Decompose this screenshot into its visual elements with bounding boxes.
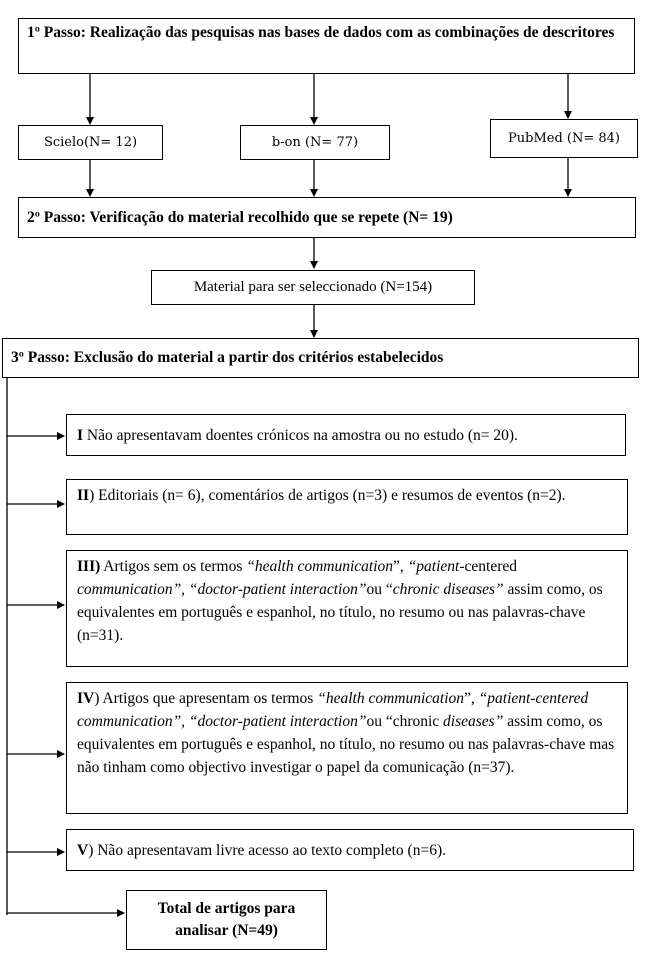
criterion-text-segment: “patient- [407,558,465,575]
criterion-box-3 [66,550,628,667]
criterion-numeral: V [77,841,89,859]
total-line-1: Total de artigos para [157,900,296,917]
criterion-text-segment: ou “chronic [366,713,444,730]
step3-box [2,338,639,378]
criterion-text [77,555,617,647]
criterion-box-2 [66,479,628,535]
criterion-text-segment: ) Editoriais (n= 6), comentários de artigos (n=3) e resumos de eventos (n=2). [89,487,566,504]
criterion-text-segment: “health communication [317,690,465,707]
criterion-numeral: I [77,426,84,444]
database-box-scielo [18,125,163,160]
criterion-text-segment: “patient-centered communication”, “doctor-patient interaction” [77,690,589,730]
criterion-text-segment: ) Artigos que apresentam os termos [94,690,318,707]
criterion-text [77,839,446,862]
selection-box [151,270,475,305]
criterion-text-segment: Não apresentavam doentes crónicos na amostra ou no estudo (n= 20). [83,426,518,444]
step2-text: 2º Passo: Verificação do material recolhido que se repete (N= 19) [27,208,453,226]
criterion-numeral: II [77,487,90,504]
criterion-text-segment: Artigos sem os termos [100,558,247,575]
criterion-text [77,484,617,507]
criterion-text-segment: assim como, os equivalentes em português e espanhol, no título, no resumo ou nas palavras-chave (n=31). [77,581,603,644]
step3-text: 3º Passo: Exclusão do material a partir dos critérios estabelecidos [11,349,444,366]
criterion-text-segment: chronic diseases” [392,581,504,598]
criterion-box-5 [66,829,634,871]
database-box-bon [240,125,390,160]
criterion-text-segment: assim como, os equivalentes em português e espanhol, no título, no resumo ou nas palavras-chave mas não tinham como objectivo investigar o papel da comunicação (n=37). [77,713,615,776]
criterion-text [77,687,617,779]
database-box-pubmed [490,119,638,158]
database-label: b-on (N= 77) [271,135,359,150]
step2-box [18,197,636,238]
criterion-text-segment: ”, [464,690,479,707]
criterion-text-segment: centered [464,558,518,575]
criterion-box-4 [66,682,628,814]
criterion-numeral: III) [77,558,101,575]
total-box [126,890,327,950]
step1-text: 1º Passo: Realização das pesquisas nas bases de dados com as combinações de descritores [27,24,615,41]
step1-box [18,18,635,74]
criterion-text-segment: diseases” [443,713,504,730]
selection-text: Material para ser seleccionado (N=154) [193,279,433,295]
criterion-box-1 [66,414,626,456]
criterion-text-segment: “health communication [246,558,394,575]
database-label: PubMed (N= 84) [508,131,620,146]
criterion-text-segment: ) Não apresentavam livre acesso ao texto completo (n=6). [88,841,446,859]
total-line-2: analisar (N=49) [175,922,278,939]
database-label: Scielo(N= 12) [43,135,138,150]
criterion-text-segment: communication”, “doctor-patient interaction” [77,581,367,598]
criterion-text-segment: ”, [393,558,408,575]
criterion-text [77,424,518,447]
criterion-text-segment: ou “ [366,581,393,598]
criterion-numeral: IV [77,690,95,707]
